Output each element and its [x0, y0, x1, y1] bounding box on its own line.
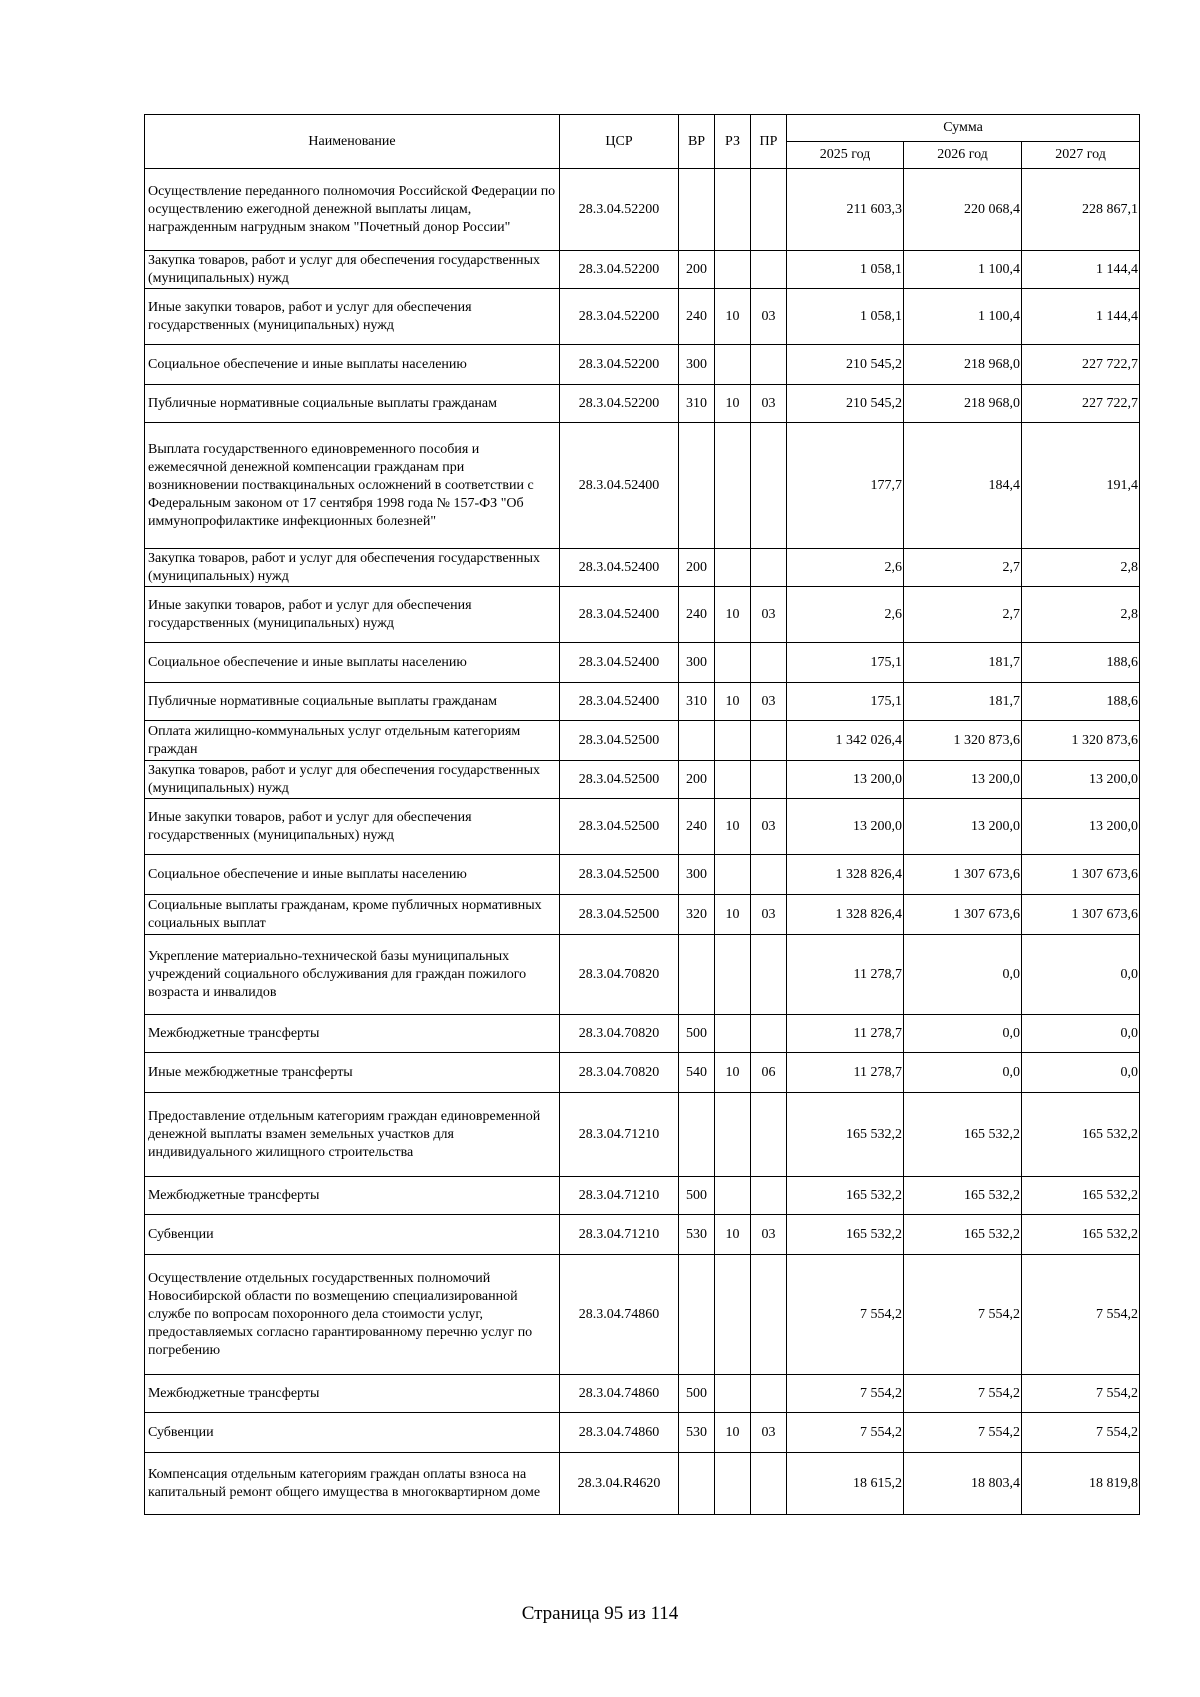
row-sum-2025: 7 554,2: [787, 1375, 904, 1413]
header-name: Наименование: [145, 115, 560, 169]
row-vr: [679, 1255, 715, 1375]
row-pr: 03: [751, 1215, 787, 1255]
row-rz: 10: [715, 895, 751, 935]
row-name: Социальное обеспечение и иные выплаты населению: [145, 855, 560, 895]
row-pr: [751, 423, 787, 549]
row-sum-2026: 165 532,2: [904, 1093, 1022, 1177]
row-sum-2027: 227 722,7: [1022, 345, 1140, 385]
row-sum-2027: 2,8: [1022, 549, 1140, 587]
row-sum-2027: 2,8: [1022, 587, 1140, 643]
row-sum-2027: 13 200,0: [1022, 799, 1140, 855]
row-pr: [751, 169, 787, 251]
row-pr: 03: [751, 385, 787, 423]
row-rz: 10: [715, 1413, 751, 1453]
row-vr: 300: [679, 855, 715, 895]
row-pr: [751, 1177, 787, 1215]
table-row: [145, 423, 1140, 549]
row-pr: [751, 855, 787, 895]
row-pr: 03: [751, 587, 787, 643]
row-pr: [751, 1255, 787, 1375]
row-pr: 03: [751, 683, 787, 721]
row-name: Субвенции: [145, 1215, 560, 1255]
row-rz: [715, 251, 751, 289]
row-vr: 500: [679, 1015, 715, 1053]
row-sum-2026: 181,7: [904, 643, 1022, 683]
row-name: Субвенции: [145, 1413, 560, 1453]
table-row: [145, 1177, 1140, 1215]
row-pr: [751, 935, 787, 1015]
row-pr: 06: [751, 1053, 787, 1093]
row-csr: 28.3.04.70820: [560, 935, 679, 1015]
row-sum-2026: 7 554,2: [904, 1375, 1022, 1413]
row-csr: 28.3.04.74860: [560, 1413, 679, 1453]
row-sum-2026: 1 100,4: [904, 251, 1022, 289]
row-pr: [751, 1015, 787, 1053]
header-pr: ПР: [751, 115, 787, 169]
row-sum-2026: 220 068,4: [904, 169, 1022, 251]
row-csr: 28.3.04.52400: [560, 643, 679, 683]
table-row: [145, 935, 1140, 1015]
row-name: Закупка товаров, работ и услуг для обеспечения государственных (муниципальных) нужд: [145, 251, 560, 289]
row-name: Закупка товаров, работ и услуг для обеспечения государственных (муниципальных) нужд: [145, 761, 560, 799]
row-sum-2025: 1 328 826,4: [787, 895, 904, 935]
row-rz: [715, 1255, 751, 1375]
row-name: Осуществление переданного полномочия Российской Федерации по осуществлению ежегодной денежной выплаты лицам, награжденным нагрудным знаком "Почетный донор России": [145, 169, 560, 251]
row-sum-2027: 13 200,0: [1022, 761, 1140, 799]
row-sum-2025: 18 615,2: [787, 1453, 904, 1515]
row-name: Осуществление отдельных государственных полномочий Новосибирской области по возмещению специализированной службе по вопросам похоронного дела стоимости услуг, предоставляемых согласно гарантированному перечню услуг по погребению: [145, 1255, 560, 1375]
row-vr: 240: [679, 799, 715, 855]
row-pr: 03: [751, 799, 787, 855]
table-row: [145, 1093, 1140, 1177]
header-year-2025: 2025 год: [787, 142, 904, 169]
row-sum-2025: 11 278,7: [787, 1053, 904, 1093]
row-csr: 28.3.04.52500: [560, 895, 679, 935]
row-sum-2026: 7 554,2: [904, 1255, 1022, 1375]
row-sum-2025: 13 200,0: [787, 761, 904, 799]
header-year-2026: 2026 год: [904, 142, 1022, 169]
row-sum-2026: 218 968,0: [904, 345, 1022, 385]
table-row: [145, 799, 1140, 855]
row-sum-2027: 1 144,4: [1022, 289, 1140, 345]
row-sum-2027: 227 722,7: [1022, 385, 1140, 423]
table-row: [145, 289, 1140, 345]
row-sum-2025: 2,6: [787, 549, 904, 587]
row-pr: [751, 1375, 787, 1413]
row-vr: 200: [679, 761, 715, 799]
page-number: Страница 95 из 114: [521, 1603, 679, 1624]
row-sum-2026: 1 307 673,6: [904, 895, 1022, 935]
row-rz: [715, 1375, 751, 1413]
header-vr: ВР: [679, 115, 715, 169]
row-sum-2026: 0,0: [904, 935, 1022, 1015]
row-sum-2025: 210 545,2: [787, 385, 904, 423]
row-rz: 10: [715, 587, 751, 643]
row-sum-2026: 7 554,2: [904, 1413, 1022, 1453]
header-sum: Сумма: [787, 115, 1140, 142]
row-sum-2025: 165 532,2: [787, 1177, 904, 1215]
row-sum-2027: 0,0: [1022, 935, 1140, 1015]
row-sum-2025: 165 532,2: [787, 1215, 904, 1255]
row-name: Публичные нормативные социальные выплаты гражданам: [145, 683, 560, 721]
row-name: Компенсация отдельным категориям граждан оплаты взноса на капитальный ремонт общего имущества в многоквартирном доме: [145, 1453, 560, 1515]
row-rz: [715, 1015, 751, 1053]
row-name: Иные закупки товаров, работ и услуг для обеспечения государственных (муниципальных) нужд: [145, 799, 560, 855]
row-rz: 10: [715, 289, 751, 345]
row-csr: 28.3.04.R4620: [560, 1453, 679, 1515]
row-vr: [679, 423, 715, 549]
table-body: [145, 169, 1140, 1515]
row-sum-2027: 7 554,2: [1022, 1375, 1140, 1413]
row-sum-2026: 2,7: [904, 549, 1022, 587]
row-pr: [751, 1453, 787, 1515]
row-name: Иные закупки товаров, работ и услуг для обеспечения государственных (муниципальных) нужд: [145, 587, 560, 643]
row-sum-2026: 181,7: [904, 683, 1022, 721]
row-csr: 28.3.04.52500: [560, 721, 679, 761]
row-sum-2026: 1 100,4: [904, 289, 1022, 345]
row-vr: 310: [679, 385, 715, 423]
row-vr: 200: [679, 549, 715, 587]
row-name: Выплата государственного единовременного пособия и ежемесячной денежной компенсации гражданам при возникновении поствакцинальных осложнений в соответствии с Федеральным законом от 17 сентября 1998 года № 157-ФЗ "Об иммунопрофилактике инфекционных болезней": [145, 423, 560, 549]
row-pr: [751, 345, 787, 385]
row-vr: 240: [679, 289, 715, 345]
row-sum-2025: 175,1: [787, 643, 904, 683]
row-sum-2027: 0,0: [1022, 1015, 1140, 1053]
header-rz: РЗ: [715, 115, 751, 169]
row-sum-2027: 228 867,1: [1022, 169, 1140, 251]
row-sum-2026: 13 200,0: [904, 761, 1022, 799]
row-vr: [679, 169, 715, 251]
row-sum-2025: 175,1: [787, 683, 904, 721]
row-sum-2027: 165 532,2: [1022, 1093, 1140, 1177]
row-csr: 28.3.04.52400: [560, 587, 679, 643]
row-csr: 28.3.04.52500: [560, 799, 679, 855]
row-rz: [715, 549, 751, 587]
row-sum-2026: 184,4: [904, 423, 1022, 549]
row-sum-2025: 210 545,2: [787, 345, 904, 385]
row-sum-2025: 2,6: [787, 587, 904, 643]
row-sum-2026: 13 200,0: [904, 799, 1022, 855]
row-sum-2027: 1 307 673,6: [1022, 855, 1140, 895]
row-rz: 10: [715, 385, 751, 423]
row-vr: 530: [679, 1215, 715, 1255]
table-row: [145, 643, 1140, 683]
row-pr: [751, 643, 787, 683]
table-row: [145, 1453, 1140, 1515]
row-sum-2025: 1 058,1: [787, 251, 904, 289]
row-sum-2025: 13 200,0: [787, 799, 904, 855]
row-sum-2026: 2,7: [904, 587, 1022, 643]
row-sum-2026: 0,0: [904, 1015, 1022, 1053]
row-vr: 300: [679, 345, 715, 385]
budget-table: [144, 114, 1140, 1515]
row-sum-2027: 191,4: [1022, 423, 1140, 549]
table-row: [145, 385, 1140, 423]
table-row: [145, 251, 1140, 289]
row-csr: 28.3.04.74860: [560, 1375, 679, 1413]
row-pr: [751, 549, 787, 587]
row-sum-2027: 7 554,2: [1022, 1255, 1140, 1375]
row-csr: 28.3.04.52200: [560, 289, 679, 345]
row-sum-2025: 177,7: [787, 423, 904, 549]
row-pr: [751, 721, 787, 761]
header-csr: ЦСР: [560, 115, 679, 169]
row-vr: 500: [679, 1375, 715, 1413]
row-vr: [679, 935, 715, 1015]
row-sum-2026: 165 532,2: [904, 1177, 1022, 1215]
row-vr: [679, 721, 715, 761]
row-pr: [751, 761, 787, 799]
row-rz: 10: [715, 683, 751, 721]
row-csr: 28.3.04.52200: [560, 251, 679, 289]
row-sum-2027: 7 554,2: [1022, 1413, 1140, 1453]
table-row: [145, 1053, 1140, 1093]
row-name: Социальные выплаты гражданам, кроме публичных нормативных социальных выплат: [145, 895, 560, 935]
row-rz: [715, 721, 751, 761]
row-csr: 28.3.04.70820: [560, 1015, 679, 1053]
row-rz: 10: [715, 1215, 751, 1255]
row-name: Межбюджетные трансферты: [145, 1177, 560, 1215]
row-sum-2025: 1 342 026,4: [787, 721, 904, 761]
row-name: Межбюджетные трансферты: [145, 1015, 560, 1053]
row-csr: 28.3.04.52500: [560, 761, 679, 799]
table-row: [145, 1413, 1140, 1453]
row-csr: 28.3.04.52500: [560, 855, 679, 895]
table-row: [145, 1255, 1140, 1375]
table-row: [145, 1375, 1140, 1413]
table-row: [145, 721, 1140, 761]
row-rz: [715, 935, 751, 1015]
row-sum-2026: 18 803,4: [904, 1453, 1022, 1515]
row-csr: 28.3.04.52200: [560, 385, 679, 423]
row-sum-2027: 165 532,2: [1022, 1177, 1140, 1215]
row-csr: 28.3.04.71210: [560, 1093, 679, 1177]
table-row: [145, 761, 1140, 799]
row-pr: 03: [751, 895, 787, 935]
row-name: Социальное обеспечение и иные выплаты населению: [145, 345, 560, 385]
row-rz: 10: [715, 799, 751, 855]
row-sum-2026: 218 968,0: [904, 385, 1022, 423]
row-csr: 28.3.04.71210: [560, 1215, 679, 1255]
table-row: [145, 895, 1140, 935]
row-vr: [679, 1093, 715, 1177]
table-header: [145, 115, 1140, 169]
row-vr: 310: [679, 683, 715, 721]
row-vr: 300: [679, 643, 715, 683]
row-sum-2027: 188,6: [1022, 683, 1140, 721]
header-year-2027: 2027 год: [1022, 142, 1140, 169]
table-row: [145, 1215, 1140, 1255]
row-csr: 28.3.04.52400: [560, 683, 679, 721]
row-sum-2027: 188,6: [1022, 643, 1140, 683]
row-vr: 530: [679, 1413, 715, 1453]
row-vr: 200: [679, 251, 715, 289]
row-csr: 28.3.04.71210: [560, 1177, 679, 1215]
row-rz: [715, 345, 751, 385]
row-rz: [715, 423, 751, 549]
row-pr: 03: [751, 289, 787, 345]
row-pr: [751, 251, 787, 289]
row-vr: 240: [679, 587, 715, 643]
table-row: [145, 549, 1140, 587]
row-name: Закупка товаров, работ и услуг для обеспечения государственных (муниципальных) нужд: [145, 549, 560, 587]
table-row: [145, 169, 1140, 251]
row-csr: 28.3.04.52400: [560, 549, 679, 587]
row-rz: 10: [715, 1053, 751, 1093]
table-row: [145, 683, 1140, 721]
row-sum-2026: 165 532,2: [904, 1215, 1022, 1255]
row-sum-2026: 1 307 673,6: [904, 855, 1022, 895]
row-rz: [715, 1093, 751, 1177]
row-pr: 03: [751, 1413, 787, 1453]
row-sum-2027: 18 819,8: [1022, 1453, 1140, 1515]
row-name: Укрепление материально-технической базы муниципальных учреждений социального обслуживания для граждан пожилого возраста и инвалидов: [145, 935, 560, 1015]
row-sum-2025: 7 554,2: [787, 1413, 904, 1453]
table-row: [145, 855, 1140, 895]
row-rz: [715, 1453, 751, 1515]
row-vr: 500: [679, 1177, 715, 1215]
row-vr: 540: [679, 1053, 715, 1093]
row-name: Оплата жилищно-коммунальных услуг отдельным категориям граждан: [145, 721, 560, 761]
row-csr: 28.3.04.74860: [560, 1255, 679, 1375]
row-name: Социальное обеспечение и иные выплаты населению: [145, 643, 560, 683]
row-sum-2026: 1 320 873,6: [904, 721, 1022, 761]
row-rz: [715, 1177, 751, 1215]
row-sum-2027: 1 307 673,6: [1022, 895, 1140, 935]
row-sum-2025: 11 278,7: [787, 1015, 904, 1053]
row-vr: [679, 1453, 715, 1515]
row-rz: [715, 761, 751, 799]
row-name: Публичные нормативные социальные выплаты гражданам: [145, 385, 560, 423]
row-sum-2025: 1 328 826,4: [787, 855, 904, 895]
row-pr: [751, 1093, 787, 1177]
row-sum-2027: 1 144,4: [1022, 251, 1140, 289]
table-row: [145, 1015, 1140, 1053]
row-sum-2025: 211 603,3: [787, 169, 904, 251]
row-sum-2026: 0,0: [904, 1053, 1022, 1093]
table-row: [145, 345, 1140, 385]
row-sum-2027: 165 532,2: [1022, 1215, 1140, 1255]
row-csr: 28.3.04.70820: [560, 1053, 679, 1093]
row-name: Межбюджетные трансферты: [145, 1375, 560, 1413]
row-sum-2025: 165 532,2: [787, 1093, 904, 1177]
row-rz: [715, 855, 751, 895]
row-sum-2025: 7 554,2: [787, 1255, 904, 1375]
row-name: Предоставление отдельным категориям граждан единовременной денежной выплаты взамен земельных участков для индивидуального жилищного строительства: [145, 1093, 560, 1177]
row-vr: 320: [679, 895, 715, 935]
row-sum-2025: 1 058,1: [787, 289, 904, 345]
row-sum-2025: 11 278,7: [787, 935, 904, 1015]
row-rz: [715, 169, 751, 251]
row-csr: 28.3.04.52400: [560, 423, 679, 549]
row-rz: [715, 643, 751, 683]
row-sum-2027: 0,0: [1022, 1053, 1140, 1093]
row-name: Иные закупки товаров, работ и услуг для обеспечения государственных (муниципальных) нужд: [145, 289, 560, 345]
row-name: Иные межбюджетные трансферты: [145, 1053, 560, 1093]
row-csr: 28.3.04.52200: [560, 169, 679, 251]
table-row: [145, 587, 1140, 643]
row-sum-2027: 1 320 873,6: [1022, 721, 1140, 761]
row-csr: 28.3.04.52200: [560, 345, 679, 385]
